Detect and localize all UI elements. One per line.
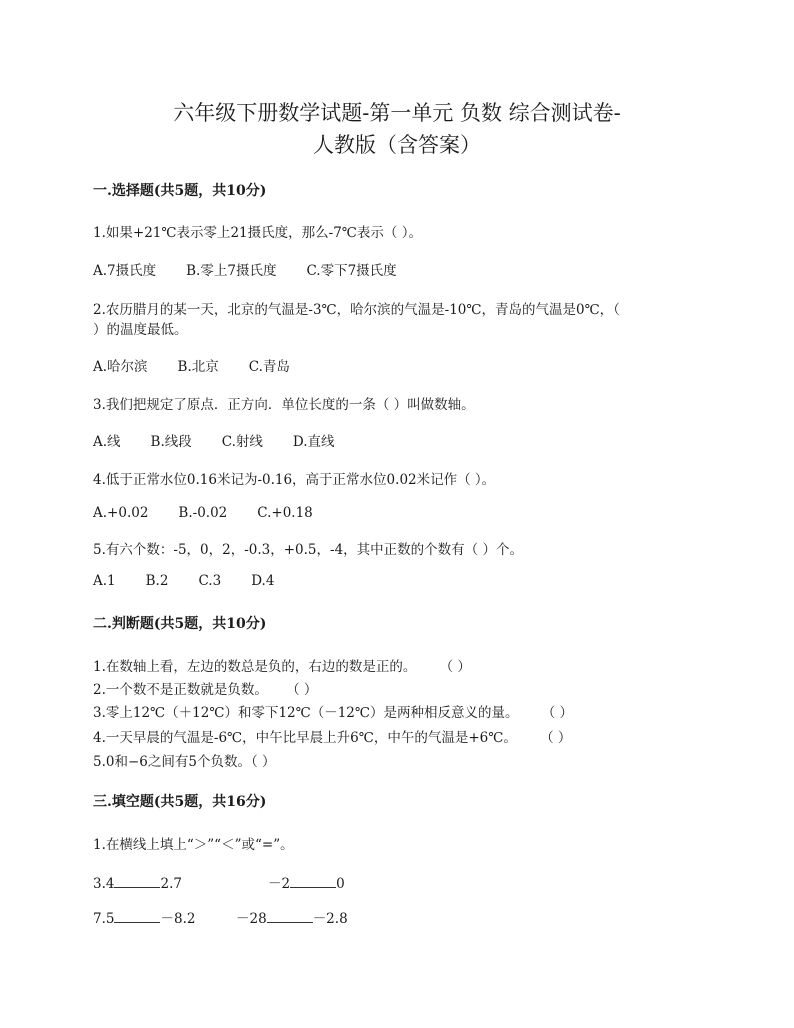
fill-row-1 [93, 872, 345, 892]
fill-left-value: －28 [236, 911, 267, 927]
question-4: 4.低于正常水位0.16米记为-0.16，高于正常水位0.02米记作（ ）。 [93, 472, 496, 488]
judge-item-2 [93, 678, 317, 698]
question-2-cont: ）的温度最低。 [93, 322, 188, 338]
answer-paren: （ ） [446, 659, 471, 675]
option-c: C.青岛 [248, 359, 290, 375]
judge-item-text: 4.一天早晨的气温是-6℃，中午比早晨上升6℃，中午的气温是+6℃。 [93, 730, 517, 746]
section-heading-fill: 三.填空题(共5题，共16分) [93, 794, 267, 810]
answer-paren: （ ） [292, 682, 318, 698]
option-c: C.零下7摄氏度 [306, 263, 397, 279]
fill-right-value: －8.2 [160, 911, 196, 927]
option-b: B.2 [145, 573, 169, 589]
question-2: 2.农历腊月的某一天，北京的气温是-3℃，哈尔滨的气温是-10℃，青岛的气温是0℃，（ [93, 302, 620, 318]
question-1: 1.如果+21℃表示零上21摄氏度，那么-7℃表示（ ）。 [93, 225, 422, 241]
option-a: A.1 [93, 573, 116, 589]
fill-left-value: 7.5 [93, 911, 115, 927]
judge-item-3 [93, 701, 573, 721]
answer-blank[interactable] [290, 875, 336, 888]
judge-item-text: 5.0和−6之间有5个负数。（ ） [93, 754, 276, 770]
question-1-options [93, 259, 427, 279]
answer-blank[interactable] [267, 910, 313, 923]
option-a: A.7摄氏度 [93, 263, 157, 279]
answer-paren: （ ） [546, 730, 572, 746]
question-3: 3.我们把规定了原点．正方向．单位长度的一条（ ）叫做数轴。 [93, 397, 475, 413]
judge-item-text: 3.零上12℃（＋12℃）和零下12℃（－12℃）是两种相反意义的量。 [93, 705, 519, 721]
section-heading-judge: 二.判断题(共5题，共10分) [93, 616, 267, 632]
option-a: A.线 [93, 434, 121, 450]
fill-left-value: 3.4 [93, 876, 115, 892]
judge-item-text: 1.在数轴上看，左边的数总是负的，右边的数是正的。 [93, 659, 417, 675]
judge-item-5 [93, 750, 276, 770]
question-2-options [93, 355, 320, 375]
option-d: D.4 [251, 573, 275, 589]
option-a: A.+0.02 [93, 505, 149, 521]
question-3-options [93, 430, 365, 450]
answer-paren: （ ） [548, 705, 574, 721]
option-a: A.哈尔滨 [93, 359, 148, 375]
option-b: B.线段 [150, 434, 192, 450]
judge-item-4 [93, 726, 571, 746]
judge-item-1 [93, 655, 471, 675]
fill-right-value: －2.8 [312, 911, 348, 927]
option-c: C.+0.18 [257, 505, 313, 521]
option-b: B.零上7摄氏度 [186, 263, 277, 279]
answer-blank[interactable] [114, 875, 160, 888]
question-5: 5.有六个数：-5，0，2，-0.3，+0.5，-4，其中正数的个数有（ ）个。 [93, 542, 523, 558]
fill-question-1: 1.在横线上填上“＞”“＜”或“=”。 [93, 837, 294, 853]
judge-item-text: 2.一个数不是正数就是负数。 [93, 682, 268, 698]
page-title-line2: 人教版（含答案） [313, 133, 481, 157]
answer-blank[interactable] [114, 910, 160, 923]
option-c: C.射线 [221, 434, 263, 450]
option-b: B.北京 [177, 359, 219, 375]
fill-left-value: －2 [268, 876, 291, 892]
option-b: B.-0.02 [178, 505, 228, 521]
fill-row-2 [93, 907, 348, 927]
question-5-options [93, 573, 304, 589]
option-d: D.直线 [292, 434, 335, 450]
section-heading-choice: 一.选择题(共5题，共10分) [93, 183, 267, 199]
page-title-line1: 六年级下册数学试题-第一单元 负数 综合测试卷- [173, 101, 621, 125]
fill-right-value: 2.7 [160, 876, 182, 892]
question-4-options [93, 505, 343, 521]
option-c: C.3 [198, 573, 222, 589]
fill-right-value: 0 [336, 876, 345, 892]
